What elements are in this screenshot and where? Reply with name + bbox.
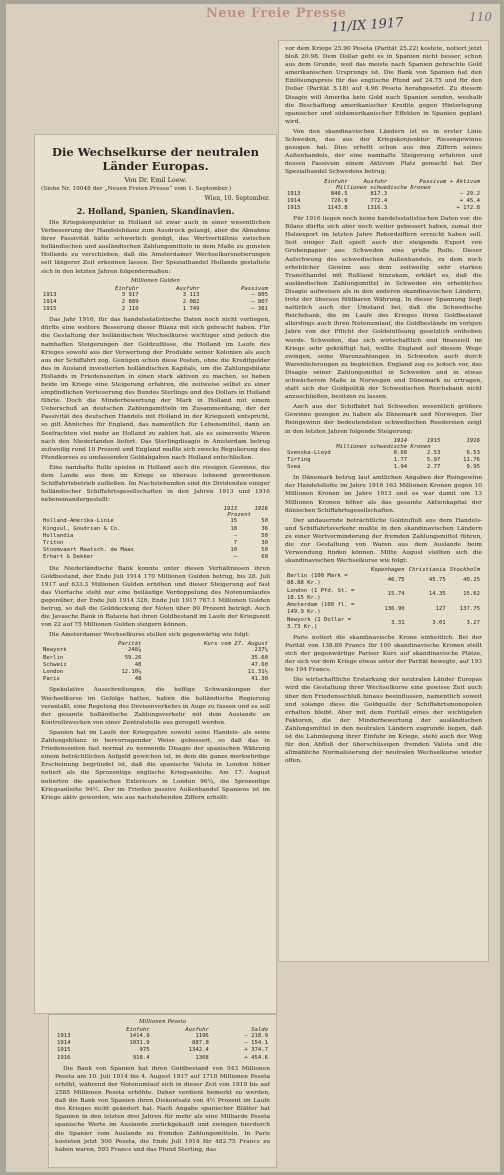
holland-trade-table (41, 286, 270, 314)
table-row (41, 554, 270, 561)
table-cell: 47.60 (251, 661, 268, 668)
table-cell: — 29.2 (459, 190, 480, 197)
table-row (285, 450, 482, 457)
table-row (41, 292, 270, 299)
table-cell: 772.4 (370, 197, 388, 204)
table-cell: 7 (233, 540, 238, 547)
table-cell: — 361 (251, 306, 268, 313)
table-cell: + 45.4 (459, 197, 480, 204)
table-row (41, 533, 270, 540)
paragraph: Der andauernde beträchtliche Goldzufluß aus dem Handels- und Schiffahrtsverkehr mußte in den skandinavischen Ländern zu einer Wertverminderung der fremden Zahlungsmittel führen, die zur Gestaltung von Waren aus dem Auslande beim Verwendung finden können. Mitte August stellten sich die skandinavischen Wechselkurse wie folgt: (285, 517, 482, 565)
clipping-right-column (278, 40, 489, 962)
table-cell: 10 (230, 547, 238, 554)
table-cell: 30 (261, 540, 268, 547)
paragraph: Von den skandinavischen Ländern ist es in erster Linie Schweden, das aus der Kriegskonjunktur Riesengewinne gezogen hat. Dies erhellt schon aus den Ziffern seines Außenhandels, der eine namhafte Steigerung erfahren und dessen Passivum einem Aktivum Platz gemacht hat. Der Spezialhandel Schwedens betrug: (285, 128, 482, 176)
table-cell: 136.90 (384, 605, 405, 612)
table-row (285, 457, 482, 464)
paragraph: Für 1916 liegen noch keine handelsstatistischen Daten vor, die Bilanz dürfte sich aber noch weiter gebessert haben, zumal der Holzexport im letzten Jahre Rekordziffern erreicht haben soll. Seit einiger Zeit spielt auch der steigende Export von Grubenpapier aus Schweden eine große Rolle. Dieser Aufschwung des schwedischen Außenhandels, zu dem noch erheblicher Gewinn aus dem zeitweilig sehr starken Transithandel mit Rußland hinzukam, erklärt es, daß die ausländischen Zahlungsmittel in Schweden ein erhebliches Disagio aufweisen als in den anderen skandinavischen Ländern, trotz der überaus fühlbaren Währung. In dieser Spannung liegt natürlich auch der Umstand bei, daß die Schwedische Reichsbank, die im Laufe des Krieges ihren Goldbestand allerdings auch ihren Notenumlauf, die Goldbestände im vorigen Jahre von der Pflicht der Goldeinlösung gesetzlich enthoben wurde. Schweden, das sich wirtschaftlich und finanziell im Kriege sehr gekräftigt hat, wollte England auf diesem Wege zwingen, seine Warenzahlungen in Schweden auch durch Warenlieferungen zu begleichen. England zog es jedoch vor, das Disagio seiner Zahlungsmittel in Schweden und in etwas schwächerem Maße in Norwegen und Dänemark zu ertragen, statt sich der Goldpolitik der Schwedischen Reichsbank nicht anzuschließen, besitzen zu lassen. (285, 216, 482, 401)
table-cell: 15 (230, 518, 238, 525)
table-cell: — 805 (251, 291, 268, 298)
table-row (285, 602, 482, 616)
table-header: Kopenhagen (370, 567, 405, 574)
dividends-table (41, 506, 270, 561)
table-cell: 12.10⅞ (121, 669, 142, 676)
table-cell: 46.75 (387, 576, 405, 583)
table-header: 1916 (254, 506, 268, 513)
table-header: 1914 (393, 437, 408, 444)
table-row (55, 1047, 270, 1054)
paragraph: Das Jahr 1916, für das handelsstatistische Daten noch nicht vorliegen, dürfte eine weitere Besserung dieser Bilanz mit sich gebracht haben. Für die Gestaltung der holländischen Wechselkurse wichtiger sind jedoch die namhaften Steigerungen der Goldzuflüsse, die Holland im Laufe des Krieges sowohl aus der Verwertung der Produkte seiner Kolonien als auch aus der Schiffahrt zog. Genügen schon diese Posten, ohne die Kreditgelder des in Ausland investierten holländischen Kapitals, um die Zahlungsbilanz Hollands in Friedenszeiten in einen stark aktiven zu machen, so haben beide im Kriege eine Steigerung erfahren, die zeitweise selbst zu einer empfindlichen Verteuerung des Bundes Sterlings und des Dollars in Holland führte. Doch die Minderbewertung der Mark in Holland mit einem Ueberschuß an deutschen Zahlungsmitteln im Zusammenhang, der der Passivität des deutschen Handels mit Holland in der Kriegszeit entspricht, so gilt Ähnliches für England, das namentlich für Lebensmittel, dann an Seefrachten viel mehr an Holland zu zahlen hat, als es seinerseits Waren nach den Niederlanden liefert. Das Sterlingdisagio in Amsterdam betrug zeitweilig rund 10 Prozent und England mußte sich zwecks Regulierung des Pfundkurses zu umfassenden Goldabgaben nach Holland entschließen. (41, 317, 270, 461)
table-row (41, 518, 270, 525)
table-header: Kurs vom 27. August (204, 641, 268, 648)
table-cell: 48 (134, 676, 142, 683)
table-cell: 50 (261, 532, 268, 539)
article-title: Die Wechselkurse der neutralen Länder Europas. (52, 145, 259, 174)
table-cell: 127 (435, 605, 446, 612)
table-row (285, 617, 482, 631)
table-row (41, 655, 270, 662)
table-header: Einfuhr (115, 285, 139, 292)
table-cell: 40.25 (463, 576, 480, 583)
table-row (285, 205, 482, 212)
sweden-shipping-table (285, 438, 482, 472)
table-cell: 10 (230, 525, 238, 532)
table-cell: Svea (287, 464, 301, 471)
table-cell: Holland-Amerika-Linie (43, 518, 114, 525)
table-row (285, 573, 482, 587)
table-cell: Newyork (1 Dollar = 3.73 Kr.) (287, 616, 351, 630)
table-cell: 41.30 (251, 676, 268, 683)
clipping-left-column (34, 134, 277, 1014)
table-cell: 45.75 (428, 576, 446, 583)
table-row (55, 1055, 270, 1062)
table-cell: 3.27 (466, 620, 480, 627)
table-cell: 9.95 (466, 464, 480, 471)
table-cell: 918.4 (132, 1054, 150, 1061)
table-cell: 36 (261, 525, 268, 532)
table-cell: + 374.7 (244, 1047, 268, 1054)
table-cell: 1915 (43, 306, 57, 313)
table-cell: — (233, 554, 238, 561)
table-cell: 11.76 (463, 456, 480, 463)
table-cell: 1913 (287, 190, 301, 197)
table-cell: Svenska-Lloyd (287, 449, 331, 456)
table-cell: — 154.1 (244, 1040, 268, 1047)
table-cell: 1.94 (393, 464, 408, 471)
table-row (285, 464, 482, 471)
table-cell: 1414.9 (129, 1033, 150, 1039)
paragraph: Eine namhafte Rolle spielen in Holland auch die riesigen Gewinne, die dem Lande aus dem im Kriege so überaus lohnend gewordenen Schiffahrtsbetrieb zufließen. Im Nachstehenden sind die Dividenden einiger holländischer Schiffahrtsgesellschaften in den Jahren 1913 und 1916 nebeneinandergestellt: (41, 464, 270, 504)
table-cell: 59.26 (124, 654, 142, 661)
paragraph: Die wirtschaftliche Erstarkung der neutralen Länder Europas wird die Gestaltung ihrer Wechselkurse eine gewisse Zeit auch über den Friedensschluß hinaus beeinflussen, namentlich soweit und solange diese die Goldquelle der Schiffahrtsmonopolen erhalten bleibt. Aber mit dem Fortfall eines der wichtigsten Faktoren, die der Minderbewertung der ausländischen Zahlungsmittel in den neutralen Ländern zugrunde liegen, daß ist die Lahmlegung ihrer Einfuhr im Kriege, steht auch der Weg für den Abfluß der überschüssigen fremden Valuta und die allmähliche Normalisierung der neutralen Wechselkurse wieder offen. (285, 677, 482, 765)
table-cell: 15.62 (463, 591, 480, 598)
table-cell: Schweiz (43, 661, 67, 668)
amsterdam-rates-table (41, 641, 270, 683)
page-number: 110 (469, 10, 492, 24)
table-cell: 35.60 (251, 654, 268, 661)
paragraph: Die Bank von Spanien hat ihren Goldbestand von 543 Millionen Peseta am 10. Juli 1914 bis 4. August 1917 auf 1718 Millionen Peseta erhöht, während der Notenumlauf sich in dieser Zeit von 1919 bis auf 2585 Millionen Peseta erhöhte. Daher verdient bemerkt zu werden, daß die Bank von Spanien ihren Diskontsatz von 4½ Prozent im Laufe des Krieges nicht geändert hat. Nach Angabe spanischer Blätter hat Spanien in den letzten drei Jahren für mehr als eine Milliarde Peseta spanische Werte im Auslande zurückgekauft und zwingen hierdurch die Spanier vom Auslande zu fremden Zahlungsmitteln. In Paris kosteten jetzt 500 Peseta, die Ende Juli 1914 für 482.75 Francs zu haben waren, 593 Francs und das Pfund Sterling, das (55, 1065, 270, 1153)
paragraph: Die Kriegskonjunktur in Holland ist zwar auch in einer wesentlichen Verbesserung der Handelsbilanz zum Ausdruck gelangt, aber die Abnahme ihrer Passivität hätte schwerlich genügt, das Wertverhältnis zwischen holländischen und ausländischen Zahlungsmitteln in dem Maße zu gunsten Hollands zu verschieben, daß die Amsterdamer Wechselkursnotierungen seit längerer Zeit erkennen lassen. Der Speziathandel Hollands gestaltete sich in den letzten Jahren folgendermaßen: (41, 219, 270, 275)
table-header: Stockholm (449, 567, 480, 574)
paragraph: Die Niederländische Bank konnte unter diesen Verhältnissen ihren Goldbestand, der Ende Juli 1914 170 Millionen Gulden betrug, bis 28. Juli 1917 auf 633.3 Millionen Gulden erhöhen und dieser Steigerung auf fast das Vierfache steht nur eine beiläufige Verdoppelung des Notenumlaufes gegenüber, der Ende Juli 1914 326, Ende Juli 1917 767.1 Millionen Gulden betrug, so daß die Golddeckung der Noten über 80 Prozent beträgt. Auch die Javasche Bank in Batavia hat ihren Goldbestand im Laufe der Kriegszeit von 22 auf 75 Millionen Gulden steigern können. (41, 565, 270, 629)
table-cell: 1916 (57, 1054, 71, 1061)
table-cell: 1914 (57, 1040, 71, 1047)
table-unit: Millionen Gulden (131, 277, 180, 284)
paragraph: Auch aus der Schiffahrt hat Schweden wesentlich größere Gewinne gezogen zu haben als Dänemark und Norwegen. Der Reingewinn der bedeutendsten schwedischen Reedereien zeigt in den letzten Jahren folgende Steigerung: (285, 404, 482, 435)
table-cell: 1914 (287, 197, 301, 204)
paragraph: Spanien hat im Laufe der Kriegsjahre sowohl seine Handels- als seine Zahlungsbilanz in hervorragender Weise gebessert, so daß das in Friedenszeiten fast normal zu nennende Disagio der spanischen Währung einem beträchtlichen Aufgeld gewichen ist, in dem die ganze merkwürdige Erscheinung begründet ist, daß die spanische Valuta in London höher notiert als die Sprozentige englische Kriegsanleihe. Am 17. August notierten die spanischen Exterieurs in London 96¼, die 5prozentige Kriegsanleihe 94½. Der im Frieden passive Außenhandel Spaniens ist im Kriege aktiv geworden, wie aus nachstehenden Ziffern erhellt: (41, 729, 270, 801)
paragraph: vor dem Kriege 25.90 Peseta (Parität 25.22) kostete, notiert jetzt bloß 20.98. Dem Dollar geht es in Spanien nicht besser, schon aus dem Grunde, weil das meiste nach Spanien gebrachte Gold amerikanischen Ursprungs ist. Die Bank von Spanien hat den Einlösungspreis für das englische Pfund auf 24.75 und für den Dollar (Parität 5.18) auf 4.96 Peseta herabgesetzt. Zu diesem Disagio will Amerika kein Gold nach Spanien senden, weshalb die Beschaffung amerikanischer Kredite gegen Hinterlegung spanischer und südamerikanischer Effekten in Spanien geplant wird. (285, 46, 482, 125)
table-cell: 2 082 (182, 298, 200, 305)
table-cell: 846.5 (330, 190, 348, 197)
table-cell: 50 (261, 518, 268, 525)
table-cell: London (43, 669, 64, 676)
table-cell: 3 917 (121, 291, 139, 298)
table-row (285, 588, 482, 602)
table-cell: 1913 (43, 291, 57, 298)
table-cell: 11.31½ (247, 669, 268, 676)
table-header: Passivum (241, 285, 268, 292)
table-cell: 2 889 (121, 298, 139, 305)
paragraph: Spekulative Ausschreitungen, die heftige Schwankungen der Wechselkurse im Gefolge hatten, haben die holländische Regierung veranlaßt, eine Regelung des Devisenverkehrs in Auge zu fassen und es soll der gesamte holländische Zahlungsverkehr mit dem Auslande an Kontrollzwecken von einer Zentralstelle aus geregelt werden. (41, 687, 270, 726)
table-cell: 1.77 (393, 456, 408, 463)
table-cell: + 172.8 (456, 204, 480, 211)
handwritten-date: 11/IX 1917 (330, 15, 404, 36)
table-cell: 1196 (195, 1033, 209, 1039)
table-cell: 1915 (287, 204, 301, 211)
table-row (41, 299, 270, 306)
table-header: 1916 (466, 437, 480, 444)
table-header: 1913 (223, 506, 238, 513)
table-cell: Stoomvaart Maatsch. de Maas (43, 547, 134, 554)
table-cell: Berlin (100 Mark = 88.88 Kr.) (287, 573, 348, 587)
table-cell: 887.8 (191, 1040, 209, 1047)
table-cell: 2 110 (121, 306, 139, 313)
table-cell: 14.35 (428, 591, 446, 598)
table-cell: 48 (134, 661, 142, 668)
table-cell: Erhart & Dekker (43, 554, 94, 561)
table-cell: — (233, 532, 238, 539)
table-row (55, 1033, 270, 1040)
table-cell: 5.97 (426, 456, 441, 463)
table-cell: 1316.3 (367, 204, 388, 211)
table-header: Passivum + Aktivum (419, 178, 480, 185)
table-cell: 50 (261, 547, 268, 554)
table-cell: 1913 (57, 1033, 71, 1039)
table-cell: 1342.4 (188, 1047, 209, 1054)
table-row (41, 540, 270, 547)
article-reference: (Siehe Nr. 19048 der „Neuen Freien Presse“ vom 1. September.) (41, 185, 232, 192)
table-row (41, 676, 270, 683)
clipping-bottom-column (48, 1014, 277, 1168)
section-title: 2. Holland, Spanien, Skandinavien. (76, 205, 235, 216)
table-cell: — 807 (251, 298, 268, 305)
newspaper-masthead: Neue Freie Presse (206, 6, 347, 21)
table-cell: Triton (43, 540, 64, 547)
table-unit: Millionen Peseta (138, 1019, 187, 1025)
table-cell: Berlin (43, 654, 64, 661)
table-cell: 1914 (43, 298, 57, 305)
table-cell: London (1 Pfd. St. = 18.15 Kr.) (287, 587, 355, 601)
paragraph: Paris notiert die skandinavische Krone einheitlich. Bei der Parität von 138.89 Francs für 100 skandinavische Kronen stellt sich der gegenwärtige Pariser Kurs auf skandinavische Plätze, der sich vor dem Kriege etwas unter der Parität bewegte, auf 193 bis 194 Francs. (285, 634, 482, 674)
table-cell: 1143.8 (327, 204, 348, 211)
table-cell: 817.3 (370, 190, 388, 197)
table-unit: Millionen schwedische Kronen (336, 184, 431, 191)
table-cell: 237¼ (254, 647, 268, 654)
table-cell: 1368 (195, 1054, 209, 1061)
table-cell: Tirfing (287, 456, 311, 463)
table-header: Parität (117, 641, 142, 648)
table-cell: Newyork (43, 647, 67, 654)
table-cell: 1915 (57, 1047, 71, 1054)
table-row (41, 306, 270, 313)
table-row (285, 191, 482, 198)
paragraph: Die Amsterdamer Wechselkurse stellen sich gegenwärtig wie folgt: (49, 632, 250, 639)
table-cell: 3.01 (432, 620, 446, 627)
table-header: Ausfuhr (185, 1027, 209, 1033)
table-row (285, 198, 482, 205)
table-header: Einfuhr (126, 1027, 150, 1033)
table-header: Ausfuhr (175, 285, 200, 292)
table-unit: Millionen schwedische Kronen (336, 443, 431, 450)
table-header: Einfuhr (324, 178, 348, 185)
sweden-trade-table (285, 179, 482, 213)
table-cell: Paris (43, 676, 60, 683)
table-cell: 726.9 (330, 197, 348, 204)
table-cell: Amsterdam (100 fl. = 149.9 Kr.) (287, 602, 355, 616)
table-cell: Kingsul, Goudrian & Co. (43, 525, 121, 532)
table-cell: 2.53 (426, 449, 441, 456)
table-row (41, 669, 270, 676)
paragraph: In Dänemark betrug laut amtlichen Angaben der Reingewinn der Handelsflotte im Jahre 1916 163 Millionen Kronen gegen 10 Millionen Kronen im Jahre 1913 und es war damit um 13 Millionen Kronen höher als das gesamte Aktienkapital der dänischen Schiffahrtsgesellschaften. (285, 475, 482, 514)
table-header: Christiania (408, 567, 446, 574)
table-cell: 3.31 (391, 620, 405, 627)
table-row (41, 647, 270, 654)
table-row (41, 662, 270, 669)
table-header: Saldo (251, 1027, 268, 1033)
table-cell: 0.68 (393, 449, 408, 456)
scandinavian-rates-table (285, 567, 482, 631)
article-dateline: Wien, 10. September. (204, 194, 270, 202)
table-cell: 6.53 (466, 449, 480, 456)
table-row (41, 526, 270, 533)
table-cell: 248⅞ (128, 647, 142, 654)
table-cell: 60 (261, 554, 268, 561)
table-header: 1915 (426, 437, 441, 444)
table-cell: Hollandia (43, 532, 74, 539)
table-cell: 2.77 (426, 464, 441, 471)
table-cell: 15.74 (387, 591, 405, 598)
table-subheader: Prozent (227, 512, 251, 519)
table-cell: 137.75 (459, 605, 480, 612)
table-cell: 975 (139, 1047, 150, 1054)
article-author: Von Dr. Emil Loew. (124, 175, 187, 184)
table-cell: 3 113 (182, 291, 200, 298)
table-cell: 1 749 (182, 306, 200, 313)
table-header: Ausfuhr (363, 178, 388, 185)
table-cell: 1031.9 (129, 1040, 150, 1047)
spain-trade-table (55, 1027, 270, 1062)
table-row (55, 1040, 270, 1047)
table-row (41, 547, 270, 554)
table-cell: + 454.6 (244, 1054, 268, 1061)
table-cell: — 218.9 (244, 1033, 268, 1039)
